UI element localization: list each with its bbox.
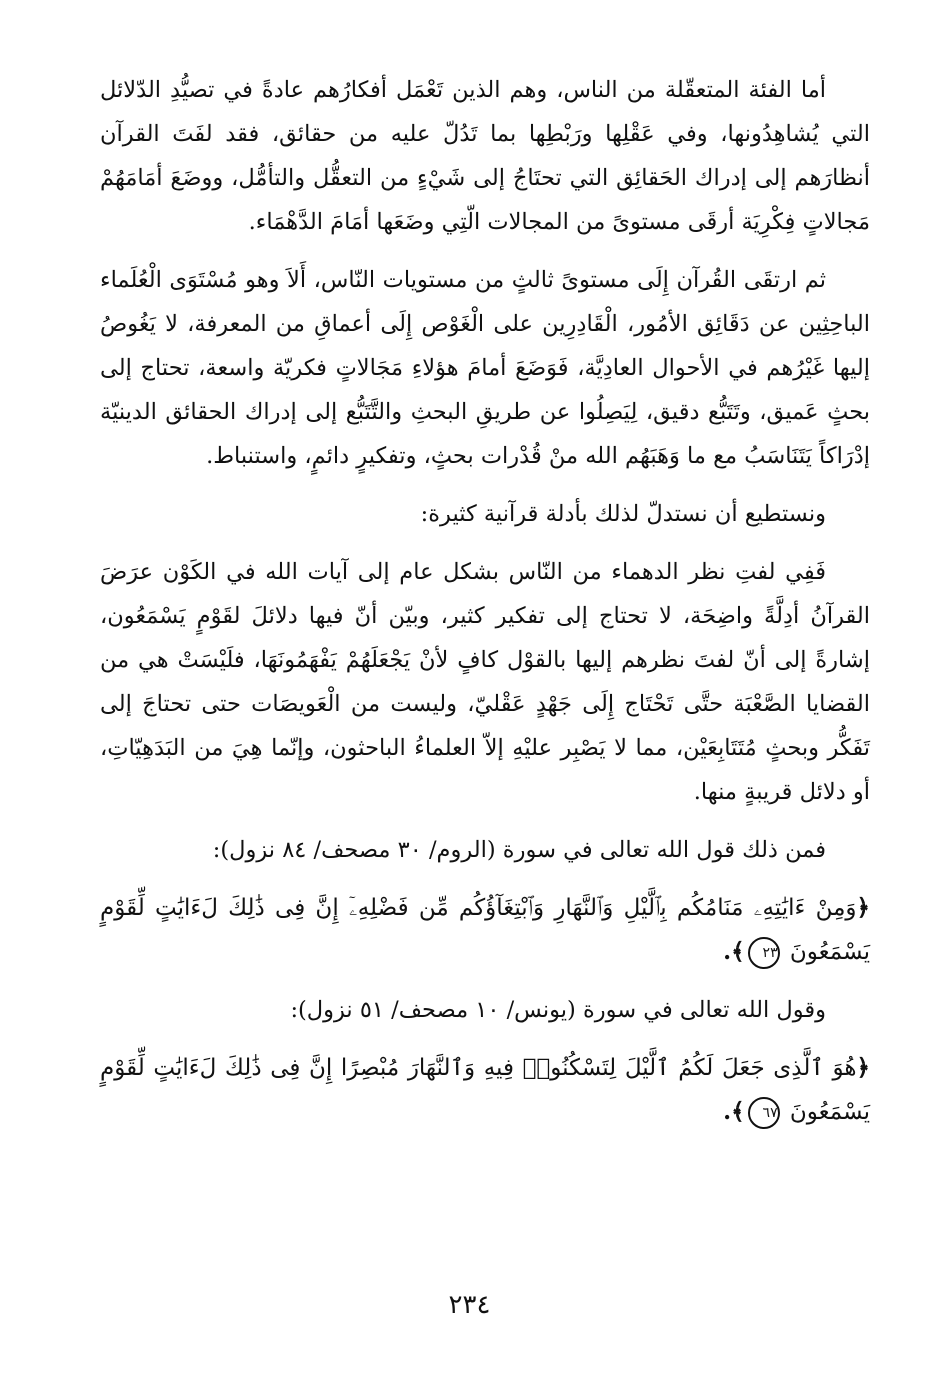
book-page <box>100 68 870 1148</box>
paragraph-evidence-intro: ونستطيع أن نستدلّ لذلك بأدلة قرآنية كثيرة: <box>420 501 826 527</box>
page-number: ٢٣٤ <box>448 1290 491 1320</box>
quran-verse-rum <box>100 886 870 974</box>
verse-text: وَمِنْ ءَايَٰتِهِۦ مَنَامُكُم بِٱلَّيْلِ وَٱلنَّهَارِ وَٱبْتِغَآؤُكُم مِّن فَضْلِهِۦٓ إِنَّ فِى ذَٰلِكَ لَءَايَٰتٍ لِّقَوْمٍ يَسْمَعُونَ <box>100 895 870 965</box>
verse-close-bracket: ﴾. <box>723 1098 745 1125</box>
paragraph-rum-intro: فمن ذلك قول الله تعالى في سورة (الروم/ ٣٠ مصحف/ ٨٤ نزول): <box>212 837 826 863</box>
paragraph-common-people: فَفِي لفتِ نظر الدهماء من النّاس بشكل عام إلى آيات الله في الكَوْن عرَضَ القرآنُ أدِلَّةً واضِحَة، لا تحتاج إلى تفكير كثير، وبيّن أنّ فيها دلائلَ لقَوْمٍ يَسْمَعُون، إشارةً إلى أنّ لفتَ نظرهم إليها بالقوْل كافٍ لأنْ يَجْعَلَهُمْ يَفْهَمُونَهَا، فلَيْسَتْ هي من القضايا الصَّعْبَة حتَّى تَحْتَاج إِلَى جَهْدٍ عَقْليّ، وليست من الْعَويصَات حتى تحتاجَ إلى تَفَكُّر وبحثٍ مُتَتَابِعَيْن، مما لا يَصْبِر عليْهِ إلاّ العلماءُ الباحثون، وإنّما هِيَ من البَدَهِيّاتِ، أو دلائل قريبةٍ منها. <box>100 559 870 805</box>
paragraph-yunus-intro: وقول الله تعالى في سورة (يونس/ ١٠ مصحف/ ٥١ نزول): <box>290 997 826 1023</box>
quran-verse-yunus <box>100 1046 870 1134</box>
ayah-number-marker: ٦٧ <box>748 1097 780 1129</box>
verse-text: هُوَ ٱلَّذِى جَعَلَ لَكُمُ ٱلَّيْلَ لِتَسْكُنُوا۟ فِيهِ وَٱلنَّهَارَ مُبْصِرًا إِنَّ فِى ذَٰلِكَ لَءَايَٰتٍ لِّقَوْمٍ يَسْمَعُونَ <box>100 1055 870 1125</box>
ayah-number-marker: ٢٣ <box>748 937 780 969</box>
paragraph-scholars-level: ثم ارتقَى القُرآن إِلَى مستوىً ثالثٍ من مستويات النّاس، أَلاَ وهو مُسْتَوَى الْعُلَماء الباحِثِين عن دَقَائِق الأمُور، الْقَادِرِين على الْغَوْص إِلَى أعماقِ من المعرفة، لا يَغُوصُ إليها غَيْرُهم في الأحوال العادِيَّة، فَوَضَعَ أمامَ هؤلاءِ مَجَالاتٍ فكريّة واسعة، تحتاج إلى بحثٍ عَميق، وتَتَبُّع دقيق، لِيَصِلُوا عن طريقِ البحثِ والتَّتَبُّع إلى إدراك الحقائق الدينيّة إدْرَاكاً يَتَنَاسَبُ مع ما وَهَبَهُم الله منْ قُدْرات بحثٍ، وتفكيرٍ دائمٍ، واستنباط. <box>100 267 870 469</box>
verse-open-bracket: ﴿ <box>856 1054 870 1081</box>
verse-close-bracket: ﴾. <box>723 938 745 965</box>
paragraph-thoughtful-people: أما الفئة المتعقّلة من الناس، وهم الذين تَعْمَل أفكارُهم عادةً في تصيُّدِ الدّلائل التي يُشاهِدُونها، وفي عَقْلِها ورَبْطِها بما تَدُلّ عليه من حقائق، فقد لفَتَ القرآن أنظارَهم إلى إدراك الحَقائِق التي تحتَاجُ إلى شَيْءٍ من التعقُّل والتأمُّل، ووضَعَ أمَامَهُمْ مَجالاتٍ فِكْرِيَة أرقَى مستوىً من المجالات الّتِي وضَعَها أمَامَ الدَّهْمَاء. <box>100 77 870 235</box>
verse-open-bracket: ﴿ <box>856 894 870 921</box>
